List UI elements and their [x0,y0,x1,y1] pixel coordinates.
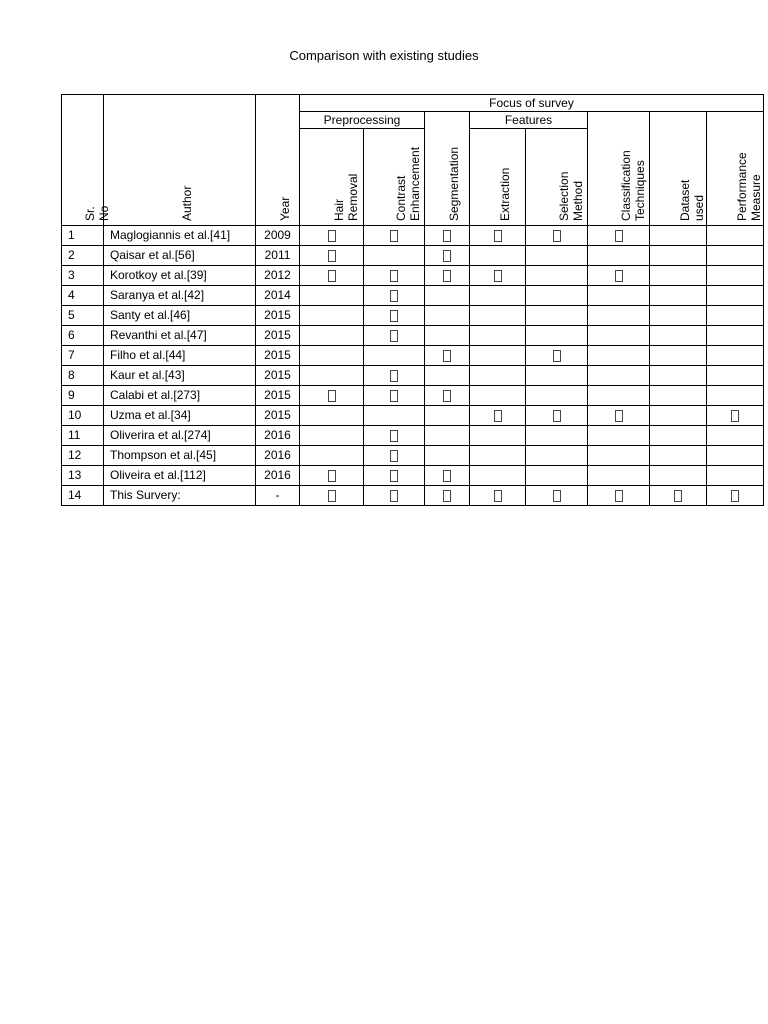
mark-cell [425,346,470,366]
mark-cell [470,286,526,306]
year-cell: - [256,486,300,506]
year-cell: 2014 [256,286,300,306]
mark-cell [526,446,588,466]
checkbox-icon [390,270,398,282]
mark-cell [470,446,526,466]
checkbox-icon [443,250,451,262]
year-cell: 2011 [256,246,300,266]
header-features: Features [470,112,588,129]
checkbox-icon [328,470,336,482]
header-dataset: Dataset used [650,112,707,226]
checkbox-icon [328,250,336,262]
mark-cell [470,306,526,326]
author-cell: Oliveira et al.[112] [104,466,256,486]
author-cell: Qaisar et al.[56] [104,246,256,266]
author-cell: Thompson et al.[45] [104,446,256,466]
mark-cell [650,326,707,346]
mark-cell [588,326,650,346]
table-row [62,426,764,446]
mark-cell [526,466,588,486]
checkbox-icon [390,470,398,482]
sr-no-cell: 7 [62,346,104,366]
mark-cell [425,266,470,286]
mark-cell [425,426,470,446]
mark-cell [364,386,425,406]
year-cell: 2015 [256,366,300,386]
mark-cell [425,466,470,486]
sr-no-cell: 4 [62,286,104,306]
header-selection: Selection Method [526,129,588,226]
mark-cell [300,426,364,446]
checkbox-icon [390,450,398,462]
checkbox-icon [615,490,623,502]
mark-cell [425,326,470,346]
header-hair-removal: Hair Removal [300,129,364,226]
mark-cell [526,246,588,266]
sr-no-cell: 8 [62,366,104,386]
mark-cell [425,486,470,506]
table-row [62,466,764,486]
mark-cell [650,406,707,426]
checkbox-icon [731,410,739,422]
mark-cell [470,426,526,446]
mark-cell [650,486,707,506]
checkbox-icon [390,370,398,382]
header-contrast: Contrast Enhancement [364,129,425,226]
mark-cell [707,306,764,326]
checkbox-icon [674,490,682,502]
sr-no-cell: 13 [62,466,104,486]
sr-no-cell: 3 [62,266,104,286]
mark-cell [526,426,588,446]
mark-cell [470,386,526,406]
mark-cell [364,226,425,246]
checkbox-icon [443,490,451,502]
mark-cell [526,306,588,326]
checkbox-icon [553,410,561,422]
table-body [62,226,764,506]
mark-cell [300,246,364,266]
mark-cell [425,366,470,386]
checkbox-icon [328,230,336,242]
mark-cell [300,346,364,366]
mark-cell [300,486,364,506]
mark-cell [650,306,707,326]
table-row [62,446,764,466]
mark-cell [364,346,425,366]
mark-cell [526,346,588,366]
checkbox-icon [328,270,336,282]
mark-cell [364,286,425,306]
header-preprocessing: Preprocessing [300,112,425,129]
checkbox-icon [443,470,451,482]
mark-cell [300,286,364,306]
checkbox-icon [390,290,398,302]
checkbox-icon [443,270,451,282]
table-row [62,246,764,266]
author-cell: Calabi et al.[273] [104,386,256,406]
checkbox-icon [390,230,398,242]
mark-cell [707,266,764,286]
header-extraction: Extraction [470,129,526,226]
sr-no-cell: 11 [62,426,104,446]
sr-no-cell: 9 [62,386,104,406]
year-cell: 2012 [256,266,300,286]
checkbox-icon [494,230,502,242]
table-row [62,486,764,506]
table-row [62,306,764,326]
year-cell: 2016 [256,446,300,466]
table-row [62,226,764,246]
author-cell: Maglogiannis et al.[41] [104,226,256,246]
mark-cell [300,326,364,346]
mark-cell [364,326,425,346]
year-cell: 2015 [256,386,300,406]
mark-cell [425,226,470,246]
checkbox-icon [390,310,398,322]
mark-cell [470,326,526,346]
year-cell: 2016 [256,466,300,486]
mark-cell [526,386,588,406]
mark-cell [470,366,526,386]
mark-cell [364,426,425,446]
header-author: Author [104,95,256,226]
mark-cell [300,446,364,466]
mark-cell [364,466,425,486]
mark-cell [300,386,364,406]
year-cell: 2015 [256,406,300,426]
checkbox-icon [328,390,336,402]
mark-cell [470,486,526,506]
mark-cell [526,266,588,286]
sr-no-cell: 6 [62,326,104,346]
mark-cell [588,446,650,466]
mark-cell [364,266,425,286]
mark-cell [526,486,588,506]
checkbox-icon [731,490,739,502]
checkbox-icon [443,350,451,362]
author-cell: Oliverira et al.[274] [104,426,256,446]
mark-cell [588,486,650,506]
table-row [62,366,764,386]
mark-cell [300,366,364,386]
sr-no-cell: 14 [62,486,104,506]
sr-no-cell: 5 [62,306,104,326]
author-cell: Filho et al.[44] [104,346,256,366]
table-row [62,266,764,286]
checkbox-icon [494,410,502,422]
mark-cell [470,406,526,426]
checkbox-icon [615,230,623,242]
sr-no-cell: 2 [62,246,104,266]
mark-cell [650,226,707,246]
table-row [62,406,764,426]
mark-cell [526,226,588,246]
mark-cell [707,226,764,246]
comparison-table [61,94,764,506]
author-cell: Revanthi et al.[47] [104,326,256,346]
mark-cell [650,266,707,286]
mark-cell [588,466,650,486]
header-classification: Classification Techniques [588,112,650,226]
mark-cell [588,426,650,446]
header-sr-no: Sr. No [62,95,104,226]
mark-cell [526,366,588,386]
mark-cell [650,286,707,306]
author-cell: Uzma et al.[34] [104,406,256,426]
mark-cell [364,246,425,266]
mark-cell [707,386,764,406]
mark-cell [707,446,764,466]
mark-cell [650,446,707,466]
mark-cell [650,426,707,446]
author-cell: This Survery: [104,486,256,506]
mark-cell [588,346,650,366]
mark-cell [707,246,764,266]
sr-no-cell: 12 [62,446,104,466]
checkbox-icon [553,230,561,242]
table-row [62,386,764,406]
mark-cell [588,406,650,426]
mark-cell [588,226,650,246]
checkbox-icon [390,390,398,402]
mark-cell [425,306,470,326]
table-row [62,346,764,366]
mark-cell [588,306,650,326]
page-title: Comparison with existing studies [289,48,479,63]
mark-cell [300,406,364,426]
header-focus-of-survey: Focus of survey [300,95,764,112]
author-cell: Kaur et al.[43] [104,366,256,386]
year-cell: 2015 [256,346,300,366]
mark-cell [650,346,707,366]
mark-cell [364,486,425,506]
checkbox-icon [615,410,623,422]
checkbox-icon [443,390,451,402]
author-cell: Santy et al.[46] [104,306,256,326]
mark-cell [470,226,526,246]
mark-cell [707,406,764,426]
checkbox-icon [494,490,502,502]
mark-cell [650,386,707,406]
sr-no-cell: 1 [62,226,104,246]
header-performance: Performance Measure [707,112,764,226]
mark-cell [650,366,707,386]
header-year: Year [256,95,300,226]
mark-cell [425,406,470,426]
mark-cell [707,346,764,366]
checkbox-icon [615,270,623,282]
mark-cell [364,306,425,326]
header-segmentation: Segmentation [425,112,470,226]
mark-cell [470,466,526,486]
mark-cell [707,286,764,306]
mark-cell [425,246,470,266]
mark-cell [588,386,650,406]
mark-cell [470,266,526,286]
checkbox-icon [390,430,398,442]
mark-cell [707,466,764,486]
mark-cell [364,406,425,426]
table-row [62,286,764,306]
mark-cell [707,426,764,446]
mark-cell [526,326,588,346]
mark-cell [425,446,470,466]
mark-cell [300,306,364,326]
checkbox-icon [390,490,398,502]
mark-cell [588,246,650,266]
checkbox-icon [390,330,398,342]
mark-cell [707,366,764,386]
mark-cell [300,266,364,286]
mark-cell [650,466,707,486]
mark-cell [300,226,364,246]
mark-cell [707,486,764,506]
mark-cell [588,366,650,386]
mark-cell [650,246,707,266]
author-cell: Korotkoy et al.[39] [104,266,256,286]
checkbox-icon [328,490,336,502]
year-cell: 2016 [256,426,300,446]
mark-cell [588,266,650,286]
mark-cell [470,246,526,266]
year-cell: 2015 [256,306,300,326]
checkbox-icon [494,270,502,282]
table-row [62,326,764,346]
mark-cell [707,326,764,346]
mark-cell [425,386,470,406]
year-cell: 2015 [256,326,300,346]
checkbox-icon [443,230,451,242]
checkbox-icon [553,490,561,502]
mark-cell [526,406,588,426]
mark-cell [364,366,425,386]
mark-cell [425,286,470,306]
mark-cell [364,446,425,466]
author-cell: Saranya et al.[42] [104,286,256,306]
mark-cell [526,286,588,306]
mark-cell [588,286,650,306]
mark-cell [300,466,364,486]
mark-cell [470,346,526,366]
year-cell: 2009 [256,226,300,246]
checkbox-icon [553,350,561,362]
sr-no-cell: 10 [62,406,104,426]
